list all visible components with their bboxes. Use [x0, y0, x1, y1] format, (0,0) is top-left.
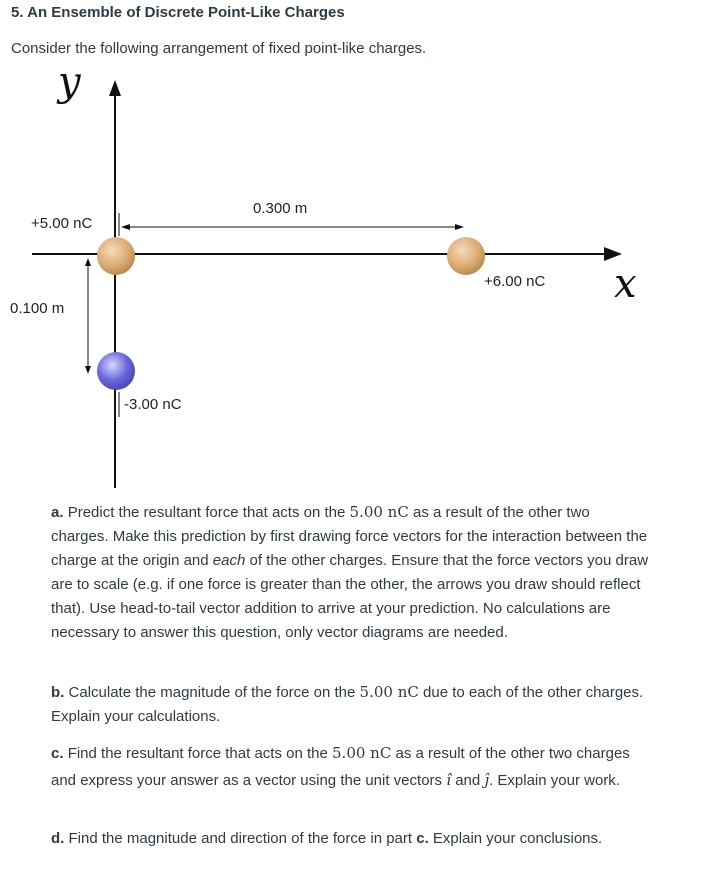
- question-c-text-2: as a result of the other two charges and express your answer as a vector using the unit vectors: [51, 745, 630, 789]
- right-charge-label: +6.00 nC: [484, 273, 546, 290]
- origin-charge: [97, 237, 135, 275]
- question-a-text-2: as a result of the other two charges. Make this prediction by first drawing force vectors for the interaction between the charge at the origin and: [51, 504, 648, 569]
- question-d: [51, 827, 691, 851]
- question-d-part-ref: c.: [416, 830, 429, 847]
- horizontal-dimension-arrow-left: [121, 224, 130, 230]
- horizontal-dimension-arrow-right: [455, 224, 464, 230]
- y-axis-arrowhead: [109, 80, 121, 96]
- unit-vector-i: î: [446, 771, 452, 789]
- problem-title: 5. An Ensemble of Discrete Point-Like Charges: [11, 4, 345, 21]
- question-b-letter: b.: [51, 684, 65, 701]
- x-axis-arrowhead: [604, 247, 622, 261]
- question-c-letter: c.: [51, 745, 64, 762]
- question-c-text-3: . Explain your work.: [489, 772, 620, 789]
- question-d-text-1: Find the magnitude and direction of the force in part: [68, 830, 413, 847]
- vertical-dimension-arrow-top: [85, 258, 91, 266]
- question-d-text-2: Explain your conclusions.: [432, 830, 603, 847]
- question-d-letter: d.: [51, 830, 65, 847]
- question-c-and: and: [455, 772, 481, 789]
- question-b: [51, 680, 651, 729]
- question-b-text-2: due to each of the other charges. Explain your calculations.: [51, 684, 644, 725]
- horizontal-distance-label: 0.300 m: [253, 200, 308, 217]
- question-a-emphasis: each: [212, 552, 246, 569]
- x-axis-label: x: [614, 261, 637, 307]
- lower-charge-label: -3.00 nC: [124, 396, 182, 413]
- unit-vector-j: ĵ: [484, 771, 490, 789]
- question-b-charge-math: 5.00 nC: [359, 683, 419, 701]
- question-a-letter: a.: [51, 504, 64, 521]
- vertical-dimension-arrow-bottom: [85, 366, 91, 374]
- y-axis-label: y: [58, 59, 81, 105]
- question-b-text-1: Calculate the magnitude of the force on the: [68, 684, 356, 701]
- question-c-text-1: Find the resultant force that acts on the: [67, 745, 328, 762]
- lower-charge: [97, 352, 135, 390]
- right-charge: [447, 237, 485, 275]
- vertical-distance-label: 0.100 m: [10, 300, 65, 317]
- question-a-charge-math: 5.00 nC: [349, 503, 409, 521]
- question-a-text-1: Predict the resultant force that acts on the: [67, 504, 346, 521]
- question-a: [51, 500, 651, 645]
- problem-intro: Consider the following arrangement of fixed point-like charges.: [11, 40, 427, 57]
- question-a-text-3: of the other charges. Ensure that the force vectors you draw are to scale (e.g. if one force is greater than the other, the arrows you draw should reflect that). Use head-to-tail vector addition to arrive at your prediction. No calculations are necessary to answer this question, only vector diagrams are needed.: [51, 552, 649, 641]
- question-c: [51, 740, 651, 794]
- question-c-charge-math: 5.00 nC: [332, 744, 392, 762]
- origin-charge-label: +5.00 nC: [31, 215, 93, 232]
